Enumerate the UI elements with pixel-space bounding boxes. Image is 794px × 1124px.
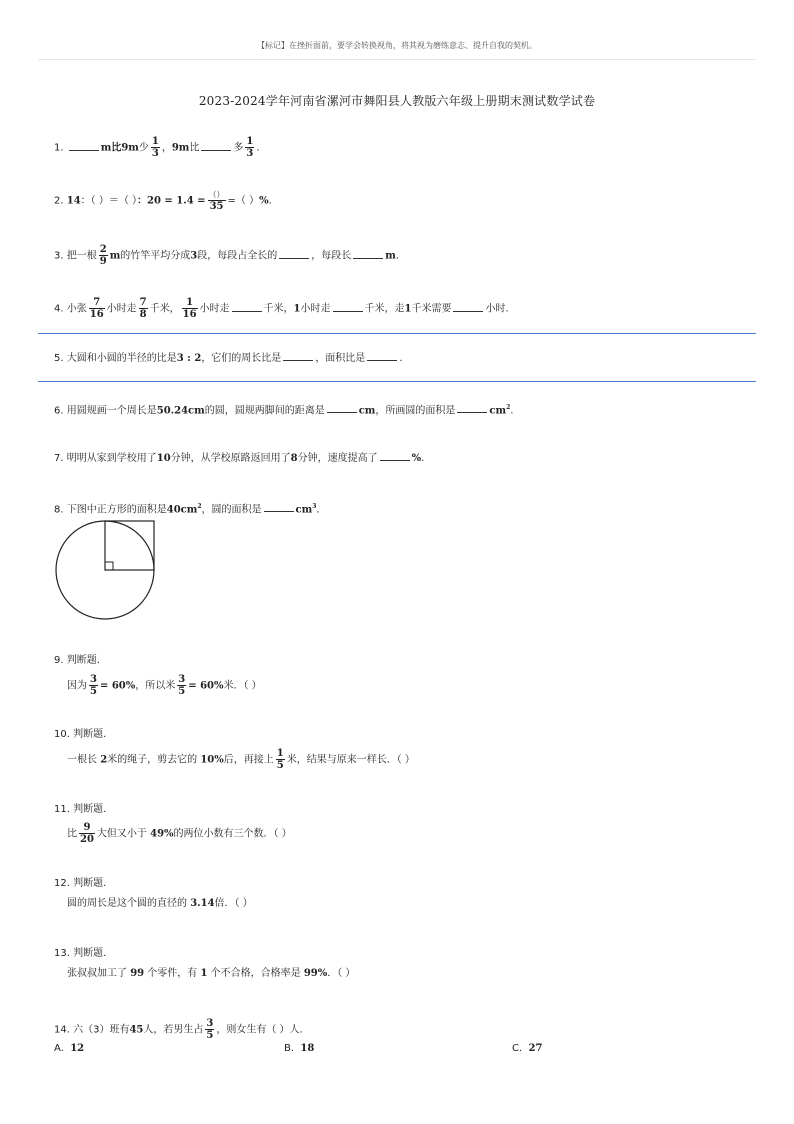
question-number: 2. (54, 195, 64, 207)
text: ，面积比是 (315, 353, 366, 364)
option-c[interactable] (512, 1043, 542, 1054)
text: 千米， (149, 303, 180, 315)
text: m (109, 250, 121, 262)
text: 米．（ ） (223, 680, 262, 692)
denominator: 9 (99, 256, 107, 267)
answer-blank[interactable] (264, 502, 294, 512)
question-4 (54, 297, 509, 320)
text: 小张 (66, 303, 87, 315)
text: cm (295, 504, 313, 516)
text: 3.14 (190, 898, 215, 909)
fraction (79, 822, 95, 845)
text: 后，再接上 (223, 754, 274, 766)
option-value: 18 (300, 1043, 315, 1054)
numerator: 2 (99, 244, 107, 255)
text: 的两位小数有三个数．（ ） (173, 828, 292, 840)
text: 小时走 (106, 303, 137, 315)
question-number: 3. (54, 250, 64, 262)
answer-blank[interactable] (201, 141, 231, 151)
numerator: （） (208, 190, 225, 199)
text: 8 (290, 453, 298, 464)
question-10-heading: 10. 判断题. (54, 729, 107, 740)
answer-blank[interactable] (279, 249, 309, 259)
numerator: 9 (83, 822, 91, 833)
denominator: 16 (89, 309, 104, 320)
text: 9m (171, 142, 190, 154)
text: 下图中正方形的面积是 (66, 504, 167, 516)
text: m比 (100, 142, 122, 154)
text: 一根长 (67, 754, 97, 766)
fraction (89, 674, 98, 697)
numerator: 3 (206, 1018, 214, 1029)
question-number: 1. (54, 142, 64, 154)
text: 分钟，从学校原路返回用了 (170, 453, 291, 464)
answer-blank[interactable] (353, 249, 383, 259)
option-value: 27 (528, 1043, 543, 1054)
question-number: 4. (54, 303, 64, 315)
text: 米的绳子，剪去它的 (107, 754, 198, 766)
text: 10% (200, 754, 224, 766)
text: 圆的周长是这个圆的直径的 (67, 898, 187, 909)
numerator: 7 (139, 297, 147, 308)
text: 小时走 (199, 303, 230, 315)
numerator: 1 (276, 748, 284, 759)
answer-blank[interactable] (283, 351, 313, 361)
highlight-rule-top (38, 333, 756, 334)
text: 段，每段占全长的 (197, 250, 278, 262)
option-label: C. (512, 1043, 523, 1054)
text: 2 (197, 503, 202, 510)
numerator: 7 (93, 297, 101, 308)
question-11-heading: 11. 判断题. (54, 804, 107, 815)
text: . (316, 504, 320, 516)
text: 3 (190, 250, 198, 262)
fraction (205, 1018, 214, 1041)
text: 大但又小于 (96, 828, 147, 840)
text: 50.24cm (156, 405, 205, 417)
fraction (151, 136, 160, 159)
text: ，每段长 (311, 250, 352, 262)
fraction (177, 674, 186, 697)
text: 45 (129, 1024, 144, 1036)
text: 99 (130, 968, 145, 979)
question-8 (54, 500, 320, 517)
text: 张叔叔加工了 (67, 968, 127, 979)
answer-blank[interactable] (327, 403, 357, 413)
answer-blank[interactable] (69, 141, 99, 151)
denominator: 5 (178, 686, 186, 697)
text: 个零件，有 (147, 968, 198, 979)
fraction (245, 136, 254, 159)
square (105, 521, 154, 570)
text: % (259, 195, 269, 207)
text: cm (489, 405, 507, 417)
text: 因为 (67, 680, 87, 692)
highlight-rule-bottom (38, 381, 756, 382)
text: . (256, 142, 260, 154)
question-number: 6. (54, 405, 64, 417)
text: 9m (121, 142, 139, 154)
text: ，则女生有（ ）人. (216, 1024, 303, 1036)
denominator: 5 (276, 760, 284, 771)
text: cm (358, 405, 376, 417)
denominator: 35 (208, 200, 226, 212)
text: 3 (312, 503, 317, 510)
header-note: 【标记】在挫折面前，要学会转换视角，将其视为磨练意志、提升自我的契机。 (257, 41, 537, 50)
right-angle-mark (105, 562, 113, 570)
denominator: 5 (206, 1030, 214, 1041)
text: 千米，走 (364, 303, 405, 315)
denominator: 3 (151, 148, 159, 159)
question-9 (67, 674, 262, 697)
text: 人，若男生占 (143, 1024, 204, 1036)
fraction (276, 748, 285, 771)
text: . (399, 353, 403, 364)
text: 3 : 2 (176, 353, 202, 364)
text: 的竹竿平均分成 (120, 250, 191, 262)
text: ：20 = 1.4 = (137, 195, 206, 207)
option-value: 12 (70, 1043, 85, 1054)
denominator: 8 (139, 309, 147, 320)
text: ，所以米 (135, 680, 176, 692)
text: 1 (293, 303, 301, 315)
text: 2 (100, 754, 108, 766)
text: 小时. (485, 303, 509, 315)
option-label: B. (284, 1043, 295, 1054)
question-number: 8. (54, 504, 64, 516)
text: m (385, 250, 396, 262)
text: 10 (156, 453, 171, 464)
question-12-heading: 12. 判断题. (54, 878, 107, 889)
answer-blank[interactable] (453, 302, 483, 312)
page-title: 2023-2024学年河南省漯河市舞阳县人教版六年级上册期末测试数学试卷 (198, 94, 596, 108)
question-12 (67, 897, 253, 911)
text: 14 (66, 195, 81, 207)
numerator: 1 (186, 297, 194, 308)
denominator: 3 (246, 148, 254, 159)
text: ，它们的周长比是 (201, 353, 282, 364)
answer-blank[interactable] (367, 351, 397, 361)
denominator: 20 (80, 834, 94, 845)
question-number: 7. (54, 453, 64, 464)
circle-square-figure (54, 519, 158, 621)
text: 千米需要 (411, 303, 452, 315)
text: . (395, 250, 400, 262)
text: . (510, 405, 514, 417)
text: % (411, 453, 422, 464)
option-b[interactable] (284, 1043, 314, 1054)
denominator: 16 (182, 309, 197, 320)
text: ， (161, 142, 172, 154)
text: 倍．（ ） (214, 898, 253, 909)
question-9-heading: 9. 判断题. (54, 655, 100, 666)
text: 用圆规画一个周长是 (66, 405, 157, 417)
text: 49% (150, 828, 174, 840)
question-11 (67, 822, 292, 845)
question-2 (54, 189, 272, 212)
option-label: A. (54, 1043, 64, 1054)
text: 比 (67, 828, 77, 840)
text: = 60% (188, 680, 224, 692)
question-5 (54, 351, 403, 366)
text: 明明从家到学校用了 (66, 453, 157, 464)
question-number: 14. (54, 1024, 70, 1036)
text: 个不合格，合格率是 (210, 968, 301, 979)
denominator: 5 (90, 686, 97, 697)
question-10 (67, 748, 415, 771)
text: 1 (404, 303, 412, 315)
question-13 (67, 967, 355, 981)
text: =（ ） (227, 195, 260, 207)
option-a[interactable] (54, 1043, 84, 1054)
text: 分钟，速度提高了 (297, 453, 378, 464)
text: ：（ ）＝（ ） (80, 195, 138, 207)
numerator: 1 (246, 136, 254, 147)
question-7 (54, 451, 424, 466)
text: 把一根 (66, 250, 97, 262)
answer-blank[interactable] (333, 302, 363, 312)
text: ，圆的面积是 (201, 504, 262, 516)
text: 米，结果与原来一样长．（ ） (286, 754, 415, 766)
text: ，所画圆的面积是 (375, 405, 456, 417)
answer-blank[interactable] (232, 302, 262, 312)
fraction (89, 297, 105, 320)
question-number: 5. (54, 353, 64, 364)
fraction (182, 297, 198, 320)
question-13-heading: 13. 判断题. (54, 948, 107, 959)
question-1 (54, 136, 260, 159)
question-6 (54, 401, 513, 418)
text: 99% (303, 968, 328, 979)
text: 的圆，圆规两脚间的距离是 (204, 405, 325, 417)
numerator: 1 (151, 136, 159, 147)
text: . (268, 195, 272, 207)
text: ．（ ） (327, 968, 356, 979)
fraction (99, 244, 108, 267)
text: 40cm (166, 504, 198, 516)
question-14 (54, 1018, 303, 1041)
fraction (208, 189, 226, 212)
text: 少 (138, 142, 149, 154)
answer-blank[interactable] (380, 451, 410, 461)
answer-blank[interactable] (457, 403, 487, 413)
text: 小时走 (300, 303, 331, 315)
text: 1 (200, 968, 208, 979)
header-divider (38, 59, 756, 60)
text: 大圆和小圆的半径的比是 (66, 353, 177, 364)
fraction (139, 297, 148, 320)
numerator: 3 (178, 674, 186, 685)
text: 多 (233, 142, 244, 154)
text: 千米， (263, 303, 294, 315)
text: 六（3）班有 (73, 1024, 130, 1036)
text: 2 (506, 404, 511, 411)
numerator: 3 (90, 674, 97, 685)
question-3 (54, 244, 399, 267)
text: . (421, 453, 425, 464)
text: 比 (189, 142, 200, 154)
text: = 60% (99, 680, 136, 692)
